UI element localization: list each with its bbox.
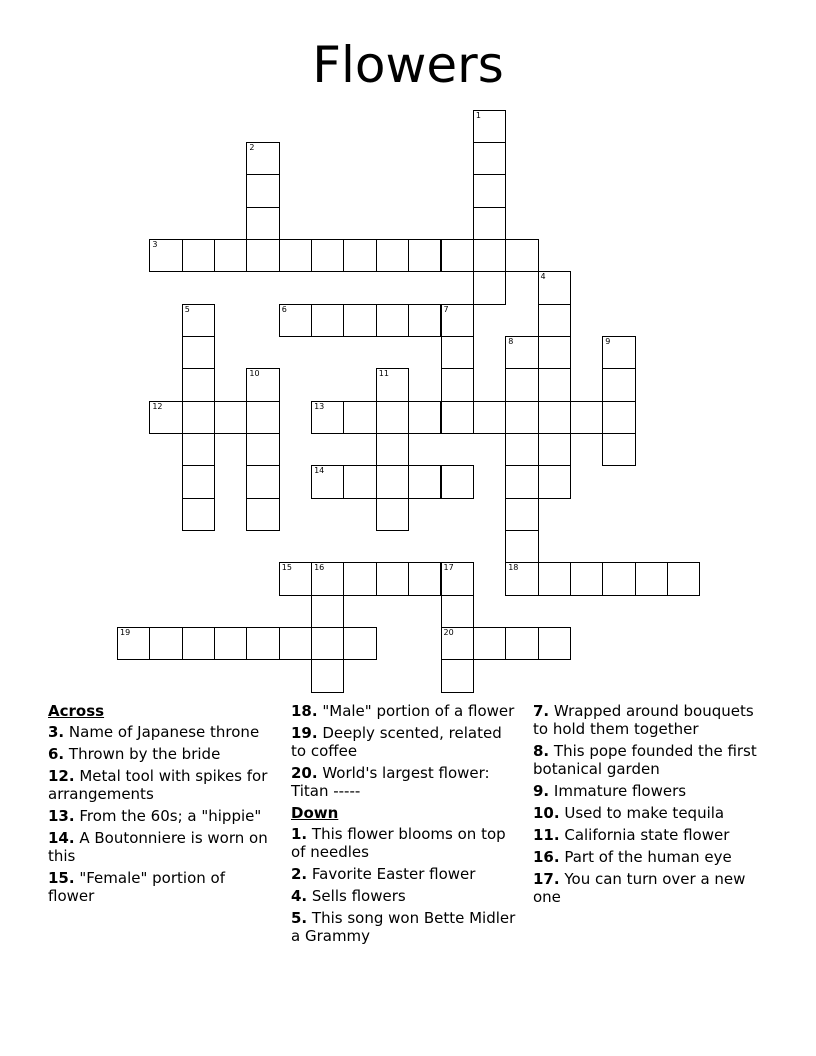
grid-cell[interactable] — [279, 627, 312, 660]
across-clue — [48, 829, 273, 865]
clue-text: Part of the human eye — [559, 848, 732, 866]
grid-cell[interactable] — [505, 368, 538, 401]
clue-label: 10. — [533, 804, 560, 822]
clue-text: From the 60s; a "hippie" — [74, 807, 262, 825]
down-clue — [291, 825, 521, 861]
grid-cell[interactable] — [311, 562, 344, 595]
grid-cell[interactable] — [246, 239, 279, 272]
grid-cell[interactable] — [505, 336, 538, 369]
grid-cell[interactable] — [408, 562, 441, 595]
grid-cell[interactable] — [505, 401, 538, 434]
grid-cell[interactable] — [182, 433, 215, 466]
grid-cell[interactable] — [473, 110, 506, 143]
clue-number: 2 — [249, 142, 255, 152]
grid-cell[interactable] — [376, 401, 409, 434]
grid-cell[interactable] — [246, 174, 279, 207]
grid-cell[interactable] — [408, 465, 441, 498]
clue-text: World's largest flower: Titan ----- — [291, 764, 490, 800]
grid-cell[interactable] — [538, 562, 571, 595]
grid-cell[interactable] — [343, 627, 376, 660]
grid-cell[interactable] — [441, 368, 474, 401]
grid-cell[interactable] — [182, 304, 215, 337]
grid-cell[interactable] — [441, 336, 474, 369]
clues-column-2 — [291, 702, 521, 949]
grid-cell[interactable] — [343, 401, 376, 434]
down-clue — [533, 804, 773, 822]
grid-cell[interactable] — [311, 465, 344, 498]
grid-cell[interactable] — [505, 498, 538, 531]
clue-label: 14. — [48, 829, 75, 847]
clue-number: 4 — [540, 272, 546, 282]
down-clue-list — [291, 825, 521, 945]
grid-cell[interactable] — [376, 562, 409, 595]
grid-cell[interactable] — [214, 627, 247, 660]
grid-cell[interactable] — [538, 336, 571, 369]
grid-cell[interactable] — [376, 239, 409, 272]
grid-cell[interactable] — [602, 562, 635, 595]
clue-number: 11 — [378, 369, 389, 379]
grid-cell[interactable] — [117, 627, 150, 660]
across-clue-list — [48, 723, 273, 905]
clue-number: 19 — [120, 628, 131, 638]
clue-label: 16. — [533, 848, 560, 866]
grid-cell[interactable] — [311, 239, 344, 272]
clue-text: You can turn over a new one — [533, 870, 746, 906]
down-clue — [533, 870, 773, 906]
down-heading: Down — [291, 804, 339, 822]
grid-cell[interactable] — [214, 239, 247, 272]
grid-cell[interactable] — [441, 562, 474, 595]
clue-label: 13. — [48, 807, 75, 825]
clues-column-1 — [48, 702, 273, 909]
grid-cell[interactable] — [538, 401, 571, 434]
clue-text: Immature flowers — [549, 782, 687, 800]
clue-label: 2. — [291, 865, 308, 883]
grid-cell[interactable] — [376, 368, 409, 401]
grid-cell[interactable] — [182, 368, 215, 401]
clue-label: 15. — [48, 869, 75, 887]
grid-cell[interactable] — [343, 465, 376, 498]
grid-cell[interactable] — [473, 142, 506, 175]
clue-text: Favorite Easter flower — [307, 865, 476, 883]
grid-cell[interactable] — [343, 562, 376, 595]
across-clue — [291, 702, 521, 720]
across-clue — [291, 764, 521, 800]
down-clue — [291, 887, 521, 905]
grid-cell[interactable] — [149, 627, 182, 660]
grid-cell[interactable] — [343, 239, 376, 272]
grid-cell[interactable] — [602, 336, 635, 369]
down-clue — [533, 742, 773, 778]
grid-cell[interactable] — [441, 239, 474, 272]
clue-label: 1. — [291, 825, 308, 843]
grid-cell[interactable] — [505, 530, 538, 563]
down-clue — [291, 909, 521, 945]
grid-cell[interactable] — [246, 498, 279, 531]
clue-number: 10 — [249, 369, 260, 379]
across-clue — [48, 767, 273, 803]
grid-cell[interactable] — [570, 401, 603, 434]
grid-cell[interactable] — [311, 659, 344, 692]
grid-cell[interactable] — [376, 465, 409, 498]
clue-label: 7. — [533, 702, 550, 720]
grid-cell[interactable] — [635, 562, 668, 595]
clue-number: 6 — [281, 304, 287, 314]
grid-cell[interactable] — [376, 498, 409, 531]
clue-number: 12 — [152, 401, 163, 411]
clue-number: 8 — [508, 336, 514, 346]
grid-cell[interactable] — [473, 207, 506, 240]
across-clue — [48, 745, 273, 763]
clue-label: 20. — [291, 764, 318, 782]
across-clue — [48, 869, 273, 905]
grid-cell[interactable] — [246, 465, 279, 498]
grid-cell[interactable] — [602, 401, 635, 434]
clue-number: 13 — [314, 401, 325, 411]
grid-cell[interactable] — [376, 304, 409, 337]
down-clue — [533, 702, 773, 738]
grid-cell[interactable] — [246, 433, 279, 466]
grid-cell[interactable] — [602, 433, 635, 466]
clue-text: This song won Bette Midler a Grammy — [291, 909, 516, 945]
clue-label: 4. — [291, 887, 308, 905]
clue-text: "Male" portion of a flower — [317, 702, 515, 720]
grid-cell[interactable] — [408, 401, 441, 434]
down-clue-list-cont — [533, 702, 773, 906]
grid-cell[interactable] — [667, 562, 700, 595]
grid-cell[interactable] — [473, 401, 506, 434]
grid-cell[interactable] — [279, 304, 312, 337]
grid-cell[interactable] — [538, 433, 571, 466]
grid-cell[interactable] — [441, 401, 474, 434]
clue-label: 17. — [533, 870, 560, 888]
across-heading: Across — [48, 702, 105, 720]
grid-cell[interactable] — [182, 239, 215, 272]
down-clue — [533, 826, 773, 844]
grid-cell[interactable] — [538, 304, 571, 337]
clue-text: Thrown by the bride — [64, 745, 221, 763]
grid-cell[interactable] — [311, 627, 344, 660]
grid-cell[interactable] — [441, 627, 474, 660]
clue-text: Deeply scented, related to coffee — [291, 724, 502, 760]
clue-number: 7 — [443, 304, 449, 314]
clue-number: 16 — [314, 563, 325, 573]
grid-cell[interactable] — [505, 239, 538, 272]
grid-cell[interactable] — [182, 401, 215, 434]
grid-cell[interactable] — [182, 627, 215, 660]
clue-number: 5 — [184, 304, 190, 314]
grid-cell[interactable] — [473, 271, 506, 304]
across-clue — [291, 724, 521, 760]
clue-number: 15 — [281, 563, 292, 573]
grid-cell[interactable] — [246, 401, 279, 434]
grid-cell[interactable] — [505, 465, 538, 498]
clue-label: 18. — [291, 702, 318, 720]
grid-cell[interactable] — [311, 595, 344, 628]
clues-column-3 — [533, 702, 773, 910]
grid-cell[interactable] — [246, 207, 279, 240]
across-clue — [48, 807, 273, 825]
grid-cell[interactable] — [538, 465, 571, 498]
across-clue-list-cont — [291, 702, 521, 800]
grid-cell[interactable] — [182, 498, 215, 531]
clue-label: 12. — [48, 767, 75, 785]
clue-label: 3. — [48, 723, 65, 741]
clue-text: This pope founded the first botanical garden — [533, 742, 757, 778]
across-clue — [48, 723, 273, 741]
clue-number: 14 — [314, 466, 325, 476]
clue-number: 17 — [443, 563, 454, 573]
clue-text: Used to make tequila — [559, 804, 725, 822]
grid-cell[interactable] — [376, 433, 409, 466]
clue-text: Wrapped around bouquets to hold them together — [533, 702, 754, 738]
grid-cell[interactable] — [408, 304, 441, 337]
grid-cell[interactable] — [473, 627, 506, 660]
clue-number: 18 — [508, 563, 519, 573]
clue-label: 9. — [533, 782, 550, 800]
grid-cell[interactable] — [538, 368, 571, 401]
clue-text: Name of Japanese throne — [64, 723, 260, 741]
clue-text: "Female" portion of flower — [48, 869, 225, 905]
grid-cell[interactable] — [441, 465, 474, 498]
down-clue — [533, 782, 773, 800]
grid-cell[interactable] — [408, 239, 441, 272]
clue-text: Metal tool with spikes for arrangements — [48, 767, 268, 803]
grid-cell[interactable] — [570, 562, 603, 595]
grid-cell[interactable] — [182, 336, 215, 369]
grid-cell[interactable] — [343, 304, 376, 337]
clue-number: 9 — [605, 336, 611, 346]
grid-cell[interactable] — [538, 627, 571, 660]
clue-number: 1 — [475, 110, 481, 120]
grid-cell[interactable] — [505, 627, 538, 660]
clue-label: 19. — [291, 724, 318, 742]
down-clue — [291, 865, 521, 883]
clue-number: 3 — [152, 239, 158, 249]
grid-cell[interactable] — [246, 627, 279, 660]
grid-cell[interactable] — [441, 304, 474, 337]
grid-cell[interactable] — [149, 401, 182, 434]
grid-cell[interactable] — [246, 368, 279, 401]
grid-cell[interactable] — [473, 239, 506, 272]
clue-label: 6. — [48, 745, 65, 763]
page-title: Flowers — [312, 36, 504, 94]
clue-text: This flower blooms on top of needles — [291, 825, 506, 861]
clue-text: A Boutonniere is worn on this — [48, 829, 268, 865]
clue-label: 11. — [533, 826, 560, 844]
grid-cell[interactable] — [473, 174, 506, 207]
grid-cell[interactable] — [149, 239, 182, 272]
grid-cell[interactable] — [279, 562, 312, 595]
grid-cell[interactable] — [182, 465, 215, 498]
grid-cell[interactable] — [279, 239, 312, 272]
grid-cell[interactable] — [246, 142, 279, 175]
grid-cell[interactable] — [505, 433, 538, 466]
clue-label: 8. — [533, 742, 550, 760]
grid-cell[interactable] — [538, 271, 571, 304]
grid-cell[interactable] — [214, 401, 247, 434]
clue-text: Sells flowers — [307, 887, 406, 905]
grid-cell[interactable] — [505, 562, 538, 595]
grid-cell[interactable] — [311, 401, 344, 434]
grid-cell[interactable] — [441, 595, 474, 628]
grid-cell[interactable] — [441, 659, 474, 692]
clue-text: California state flower — [559, 826, 730, 844]
down-clue — [533, 848, 773, 866]
clue-label: 5. — [291, 909, 308, 927]
clue-number: 20 — [443, 628, 454, 638]
grid-cell[interactable] — [311, 304, 344, 337]
grid-cell[interactable] — [602, 368, 635, 401]
